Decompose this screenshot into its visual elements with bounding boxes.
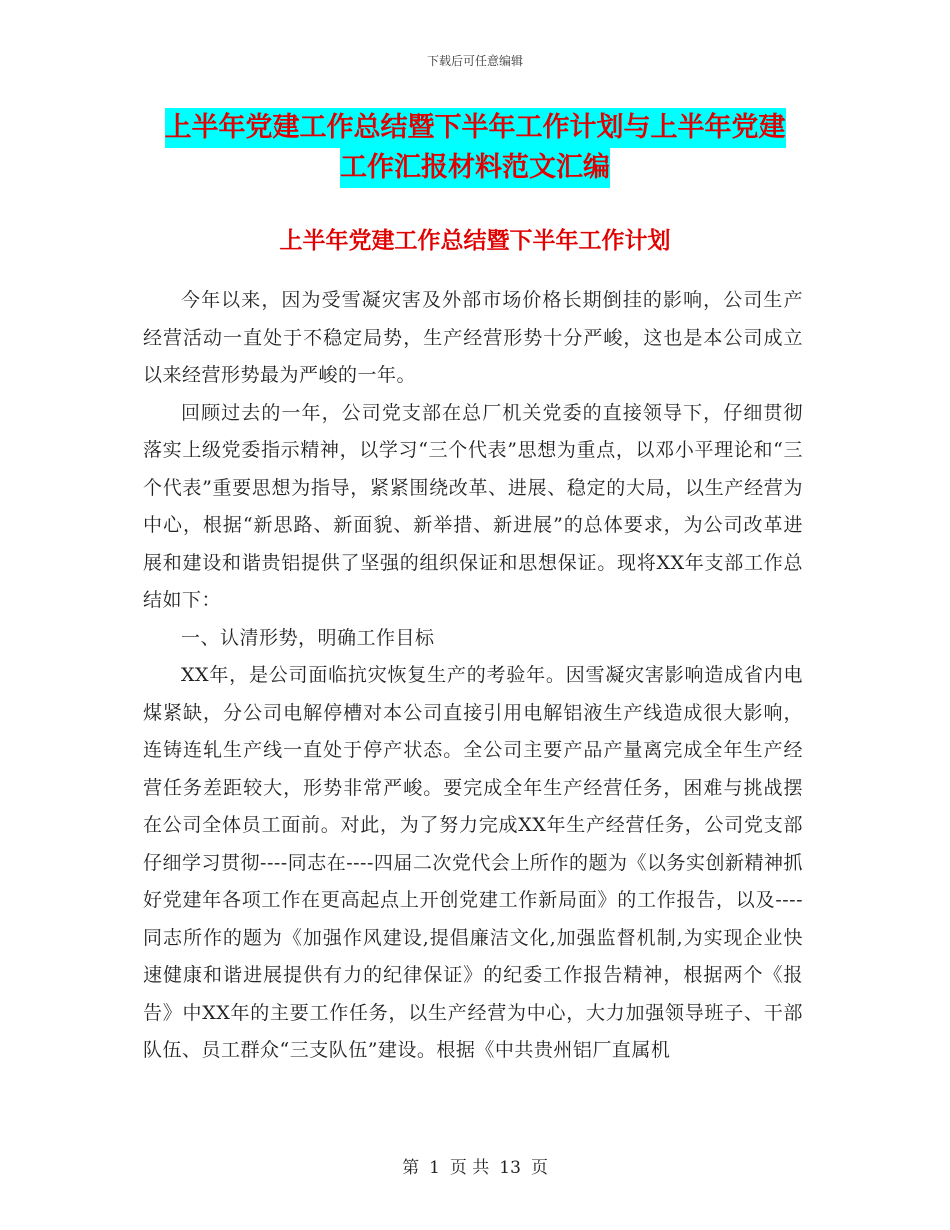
header-note: 下载后可任意编辑 — [426, 54, 523, 68]
page-total: 13 — [499, 1158, 521, 1178]
title-line-2: 工作汇报材料范文汇编 — [340, 148, 610, 188]
page-end: 页 — [530, 1158, 548, 1178]
page-number: 1 — [429, 1158, 440, 1178]
section-title: 上半年党建工作总结暨下半年工作计划 — [279, 227, 671, 254]
page-footer — [0, 1153, 950, 1178]
document-title — [140, 108, 810, 188]
title-line-1: 上半年党建工作总结暨下半年工作计划与上半年党建 — [165, 108, 786, 148]
page-mid: 页 共 — [449, 1158, 490, 1178]
paragraph: XX年，是公司面临抗灾恢复生产的考验年。因雪凝灾害影响造成省内电煤紧缺，分公司电解停槽对本公司直接引用电解铝液生产线造成很大影响，连铸连轧生产线一直处于停产状态。全公司主要产品产量离完成全年生产经营任务差距较大，形势非常严峻。要完成全年生产经营任务，困难与挑战摆在公司全体员工面前。对此，为了努力完成XX年生产经营任务，公司党支部仔细学习贯彻----同志在----四届二次党代会上所作的题为《以务实创新精神抓好党建年各项工作在更高起点上开创党建工作新局面》的工作报告，以及----同志所作的题为《加强作风建设,提倡廉洁文化,加强监督机制,为实现企业快速健康和谐进展提供有力的纪律保证》的纪委工作报告精神，根据两个《报告》中XX年的主要工作任务，以生产经营为中心，大力加强领导班子、干部队伍、员工群众“三支队伍”建设。根据《中共贵州铝厂直属机 — [143, 664, 803, 1061]
paragraph: 今年以来，因为受雪凝灾害及外部市场价格长期倒挂的影响，公司生产经营活动一直处于不稳定局势，生产经营形势十分严峻，这也是本公司成立以来经营形势最为严峻的一年。 — [143, 289, 803, 386]
section-heading: 一、认清形势，明确工作目标 — [181, 626, 435, 649]
body-text — [143, 282, 803, 1070]
page-label: 第 — [402, 1158, 420, 1178]
paragraph: 回顾过去的一年，公司党支部在总厂机关党委的直接领导下，仔细贯彻落实上级党委指示精神，以学习“三个代表”思想为重点，以邓小平理论和“三个代表”重要思想为指导，紧紧围绕改革、进展、稳定的大局，以生产经营为中心，根据“新思路、新面貌、新举措、新进展”的总体要求，为公司改革进展和建设和谐贵铝提供了坚强的组织保证和思想保证。现将XX年支部工作总结如下： — [143, 401, 803, 611]
